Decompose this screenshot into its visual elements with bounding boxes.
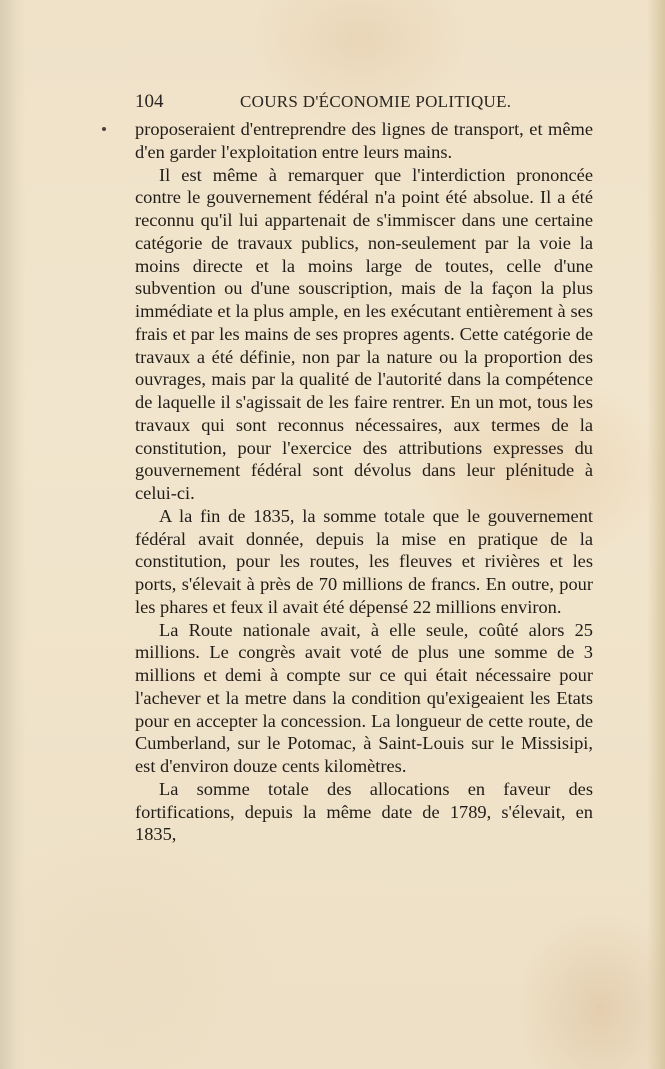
margin-dot [102, 127, 106, 131]
paragraph: La Route nationale avait, à elle seule, coûté alors 25 millions. Le congrès avait voté de plus une somme de 3 millions et demi à compte sur ce qui était nécessaire pour l'achever et la metre dans la condition qu'exigeaient les Etats pour en accepter la concession. La longueur de cette route, de Cumberland, sur le Potomac, à Saint-Louis sur le Missisipi, est d'environ douze cents kilomètres. [135, 619, 593, 776]
paragraph: Il est même à remarquer que l'interdiction prononcée contre le gouvernement fédéral n'a point été absolue. Il a été reconnu qu'il lui appartenait de s'immiscer dans une certaine catégorie de travaux publics, non-seulement par la voie la moins directe et la moins large de toutes, celle d'une subvention ou d'une souscription, mais de la façon la plus immédiate et la plus ample, en les exécutant entièrement à ses frais et par les mains de ses propres agents. Cette catégorie de travaux a été définie, non par la nature ou la proportion des ouvrages, mais par la qualité de l'autorité dans la compétence de laquelle il s'agissait de les faire rentrer. En un mot, tous les travaux qui sont reconnus nécessaires, aux termes de la constitution, pour l'exercice des attributions expresses du gouvernement fédéral sont dévolus dans leur plénitude à celui-ci. [135, 164, 593, 503]
page-number: 104 [135, 91, 164, 112]
paragraph-continued: proposeraient d'entreprendre des lignes de transport, et même d'en garder l'exploitation entre leurs mains. [135, 119, 593, 162]
paragraph: A la fin de 1835, la somme totale que le gouvernement fédéral avait donnée, depuis la mise en pratique de la constitution, pour les routes, les fleuves et rivières et les ports, s'élevait à près de 70 millions de francs. En outre, pour les phares et feux il avait été dépensé 22 millions environ. [135, 505, 593, 617]
page-gutter-shadow [0, 0, 26, 1069]
page-header [135, 90, 595, 114]
page-edge-shadow [647, 0, 665, 1069]
running-title: COURS D'ÉCONOMIE POLITIQUE. [240, 92, 512, 111]
paragraph: La somme totale des allocations en faveur des fortifications, depuis la même date de 1789, s'élevait, en 1835, [135, 778, 593, 845]
body-text [135, 118, 593, 846]
